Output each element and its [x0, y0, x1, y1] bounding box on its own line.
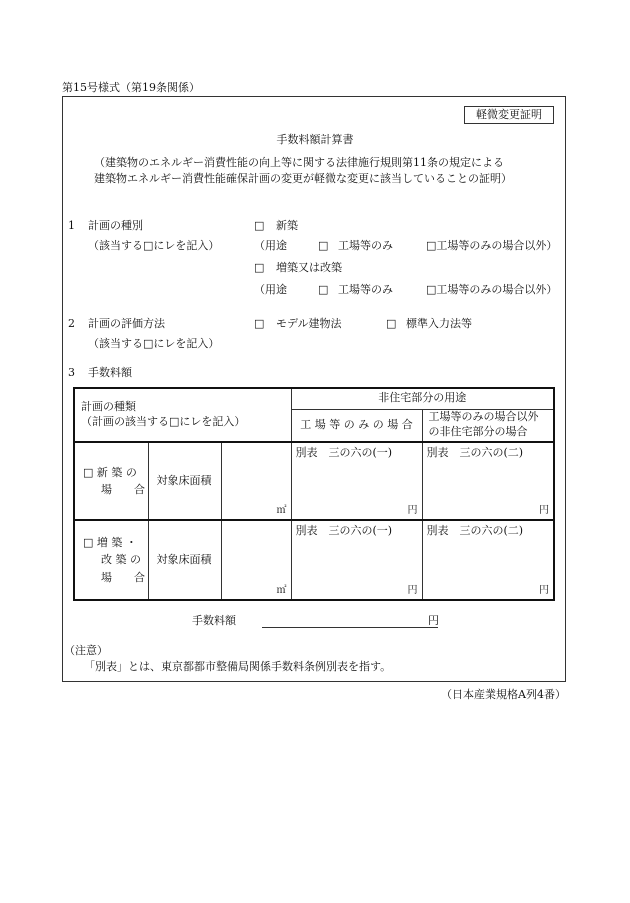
other-header-line1: 工場等のみの場合以外 — [428, 410, 539, 424]
extension-other-option[interactable]: □工場等のみの場合以外） — [426, 283, 558, 296]
total-fee-label: 手数料額 — [192, 614, 236, 627]
notes-heading: （注意） — [64, 644, 108, 657]
new-build-area-label: 対象床面積 — [148, 442, 221, 520]
extension-use-prefix: （用途 — [254, 283, 287, 296]
extension-kind-cell — [74, 520, 148, 600]
extension-kind-line1: 増 築 ・ — [96, 536, 137, 550]
extension-kind-line3: 場 合 — [101, 570, 145, 584]
table-row-new-build — [74, 442, 554, 520]
new-build-factory-ref: 別表 三の六の(一) — [295, 446, 393, 459]
new-build-other-fee[interactable] — [422, 442, 554, 520]
plan-type-header — [74, 388, 291, 442]
new-build-kind-line2: 場 合 — [101, 483, 145, 496]
new-build-factory-unit: 円 — [407, 504, 418, 516]
form-number-label: 第15号様式（第19条関係） — [62, 81, 200, 94]
new-build-other-unit: 円 — [539, 504, 550, 516]
section3-label: 手数料額 — [88, 366, 132, 379]
extension-other-unit: 円 — [539, 584, 550, 596]
non-residential-use-header: 非住宅部分の用途 — [291, 388, 554, 409]
other-header-line2: の非住宅部分の場合 — [428, 425, 528, 439]
new-build-other-ref: 別表 三の六の(二) — [426, 446, 524, 459]
section1-label: 計画の種別 — [88, 219, 143, 232]
plan-type-header-line1: 計画の種類 — [81, 400, 136, 414]
total-fee-input-line[interactable] — [262, 627, 438, 628]
stamp-box: 軽微変更証明 — [464, 106, 554, 124]
section2-label: 計画の評価方法 — [88, 317, 165, 330]
extension-factory-unit: 円 — [407, 584, 418, 596]
section1-hint: （該当する□にレを記入） — [88, 239, 220, 252]
fee-table — [73, 387, 555, 601]
new-build-factory-label: 工場等のみ — [338, 239, 393, 252]
standard-input-checkbox[interactable]: □ — [386, 317, 397, 330]
new-build-label: 新築 — [276, 219, 298, 232]
form-title: 手数料額計算書 — [276, 133, 354, 146]
new-build-use-prefix: （用途 — [254, 239, 287, 252]
model-building-label: モデル建物法 — [276, 317, 342, 330]
section2-hint: （該当する□にレを記入） — [88, 337, 220, 350]
extension-factory-checkbox[interactable]: □ — [318, 283, 329, 296]
model-building-checkbox[interactable]: □ — [254, 317, 265, 330]
extension-area-value[interactable] — [221, 520, 291, 600]
extension-checkbox[interactable]: □ — [254, 261, 265, 274]
new-build-kind-checkbox[interactable]: □ — [83, 465, 94, 479]
extension-factory-ref: 別表 三の六の(一) — [295, 524, 393, 537]
extension-kind-line2: 改 築 の — [101, 553, 141, 567]
title-subline-1: （建築物のエネルギー消費性能の向上等に関する法律施行規則第11条の規定による — [94, 156, 504, 169]
new-build-kind-line1: 新 築 の — [96, 465, 137, 479]
extension-other-ref: 別表 三の六の(二) — [426, 524, 524, 537]
extension-label: 増築又は改築 — [276, 261, 342, 274]
section3-number: 3 — [68, 366, 75, 379]
section1-number: 1 — [68, 219, 75, 232]
paper-size-note: （日本産業規格A列4番） — [441, 688, 566, 701]
new-build-area-unit: ㎡ — [276, 504, 287, 516]
extension-factory-label: 工場等のみ — [338, 283, 393, 296]
section2-number: 2 — [68, 317, 75, 330]
other-than-factory-header — [422, 409, 554, 442]
factory-only-header: 工 場 等 の み の 場 合 — [291, 409, 422, 442]
new-build-factory-checkbox[interactable]: □ — [318, 239, 329, 252]
new-build-factory-fee[interactable] — [291, 442, 422, 520]
notes-line1: 「別表」とは、東京都都市整備局関係手数料条例別表を指す。 — [84, 660, 392, 673]
extension-area-unit: ㎡ — [276, 584, 287, 596]
standard-input-label: 標準入力法等 — [406, 317, 472, 330]
extension-factory-fee[interactable] — [291, 520, 422, 600]
total-fee-unit: 円 — [428, 614, 439, 627]
new-build-other-option[interactable]: □工場等のみの場合以外） — [426, 239, 558, 252]
extension-other-fee[interactable] — [422, 520, 554, 600]
plan-type-header-line2: （計画の該当する□にレを記入） — [81, 415, 246, 428]
title-subline-2: 建築物エネルギー消費性能確保計画の変更が軽微な変更に該当していることの証明） — [94, 172, 512, 185]
new-build-checkbox[interactable]: □ — [254, 219, 265, 232]
new-build-area-value[interactable] — [221, 442, 291, 520]
table-row-extension — [74, 520, 554, 600]
extension-area-label: 対象床面積 — [148, 520, 221, 600]
extension-kind-checkbox[interactable]: □ — [83, 536, 94, 550]
new-build-kind-cell — [74, 442, 148, 520]
